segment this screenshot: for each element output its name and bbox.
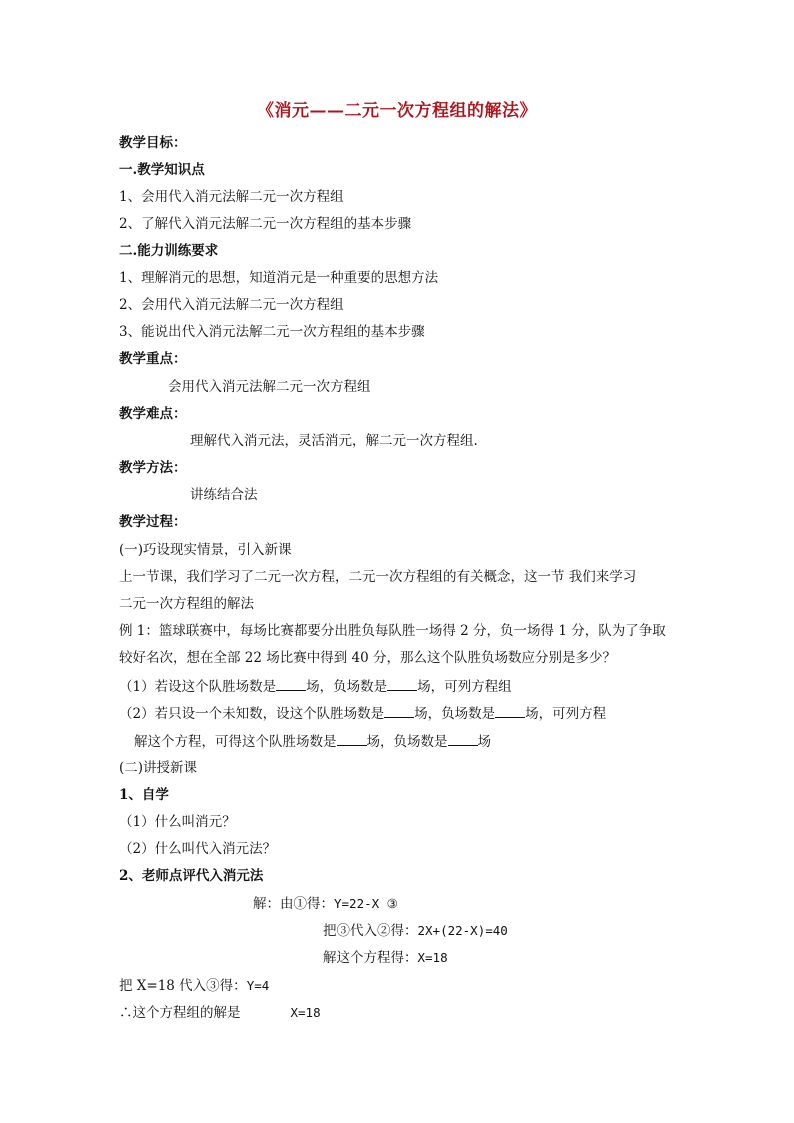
answer-blank bbox=[495, 704, 525, 718]
ability-item: 1、理解消元的思想，知道消元是一种重要的思想方法 bbox=[119, 270, 439, 286]
solution-equation: Y=22-X ③ bbox=[334, 896, 398, 911]
answer-blank bbox=[276, 677, 306, 691]
solution-step-label: 把③代入②得： bbox=[323, 923, 418, 939]
process-heading: 教学过程： bbox=[119, 514, 187, 530]
part2-title: (二)讲授新课 bbox=[119, 760, 198, 776]
key-point-heading: 教学重点： bbox=[119, 351, 187, 367]
example-line: 较好名次，想在全部 22 场比赛中得到 40 分，那么这个队胜负场数应分别是多少？ bbox=[119, 650, 617, 666]
intro-line: 二元一次方程组的解法 bbox=[119, 596, 254, 612]
question-2-solve-part: 场 bbox=[477, 734, 491, 750]
answer-blank bbox=[337, 732, 367, 746]
solution-step bbox=[253, 895, 398, 913]
self-study-question: （1）什么叫消元？ bbox=[119, 814, 236, 830]
solution-equation: X=18 bbox=[417, 950, 448, 965]
question-2 bbox=[119, 704, 606, 723]
solution-equation: 2X+(22-X)=40 bbox=[417, 923, 508, 938]
question-1-part: （1）若设这个队胜场数是 bbox=[119, 679, 277, 695]
question-1-part: 场，负场数是 bbox=[306, 679, 388, 695]
method-heading: 教学方法： bbox=[119, 460, 187, 476]
answer-blank bbox=[387, 677, 417, 691]
question-2-part: 场，可列方程 bbox=[525, 706, 607, 722]
question-2-part: 场，负场数是 bbox=[414, 706, 496, 722]
key-point-text: 会用代入消元法解二元一次方程组 bbox=[168, 379, 371, 395]
question-1-part: 场，可列方程组 bbox=[417, 679, 512, 695]
solution-step-label: 解：由①得： bbox=[253, 896, 334, 912]
ability-item: 3、能说出代入消元法解二元一次方程组的基本步骤 bbox=[119, 324, 425, 340]
solution-step bbox=[323, 922, 508, 940]
knowledge-item: 1、会用代入消元法解二元一次方程组 bbox=[119, 189, 344, 205]
solution-equation: Y=4 bbox=[246, 978, 270, 993]
difficulty-text: 理解代入消元法，灵活消元，解二元一次方程组. bbox=[190, 433, 478, 449]
answer-blank bbox=[448, 732, 478, 746]
conclusion-label: ∴这个方程组的解是 bbox=[119, 1005, 241, 1021]
document-title: 《消元——二元一次方程组的解法》 bbox=[257, 101, 537, 121]
comment-heading: 2、老师点评代入消元法 bbox=[119, 868, 264, 884]
ability-heading: 二.能力训练要求 bbox=[119, 243, 219, 259]
conclusion-equation: X=18 bbox=[290, 1005, 321, 1020]
question-2-solve-part: 解这个方程，可得这个队胜场数是 bbox=[134, 734, 337, 750]
method-text: 讲练结合法 bbox=[190, 487, 258, 503]
self-study-question: （2）什么叫代入消元法？ bbox=[119, 841, 277, 857]
solution-step-label: 把 X=18 代入③得： bbox=[119, 978, 247, 994]
question-2-solve-part: 场，负场数是 bbox=[366, 734, 448, 750]
answer-blank bbox=[384, 704, 414, 718]
knowledge-item: 2、了解代入消元法解二元一次方程组的基本步骤 bbox=[119, 216, 412, 232]
difficulty-heading: 教学难点： bbox=[119, 406, 187, 422]
example-line: 例 1：篮球联赛中，每场比赛都要分出胜负每队胜一场得 2 分，负一场得 1 分，队为了争取 bbox=[119, 623, 666, 639]
question-2-part: （2）若只设一个未知数，设这个队胜场数是 bbox=[119, 706, 385, 722]
knowledge-heading: 一.教学知识点 bbox=[119, 162, 205, 178]
solution-step bbox=[119, 977, 269, 995]
self-study-heading: 1、自学 bbox=[119, 787, 169, 803]
solution-step-label: 解这个方程得： bbox=[323, 950, 418, 966]
question-1 bbox=[119, 677, 512, 696]
question-2-solve bbox=[134, 732, 491, 751]
intro-line: 上一节课，我们学习了二元一次方程，二元一次方程组的有关概念，这一节 我们来学习 bbox=[119, 569, 637, 585]
conclusion bbox=[119, 1004, 321, 1022]
part1-title: (一)巧设现实情景，引入新课 bbox=[119, 542, 292, 558]
ability-item: 2、会用代入消元法解二元一次方程组 bbox=[119, 297, 344, 313]
solution-step bbox=[323, 949, 448, 967]
objectives-heading: 教学目标： bbox=[119, 135, 187, 151]
